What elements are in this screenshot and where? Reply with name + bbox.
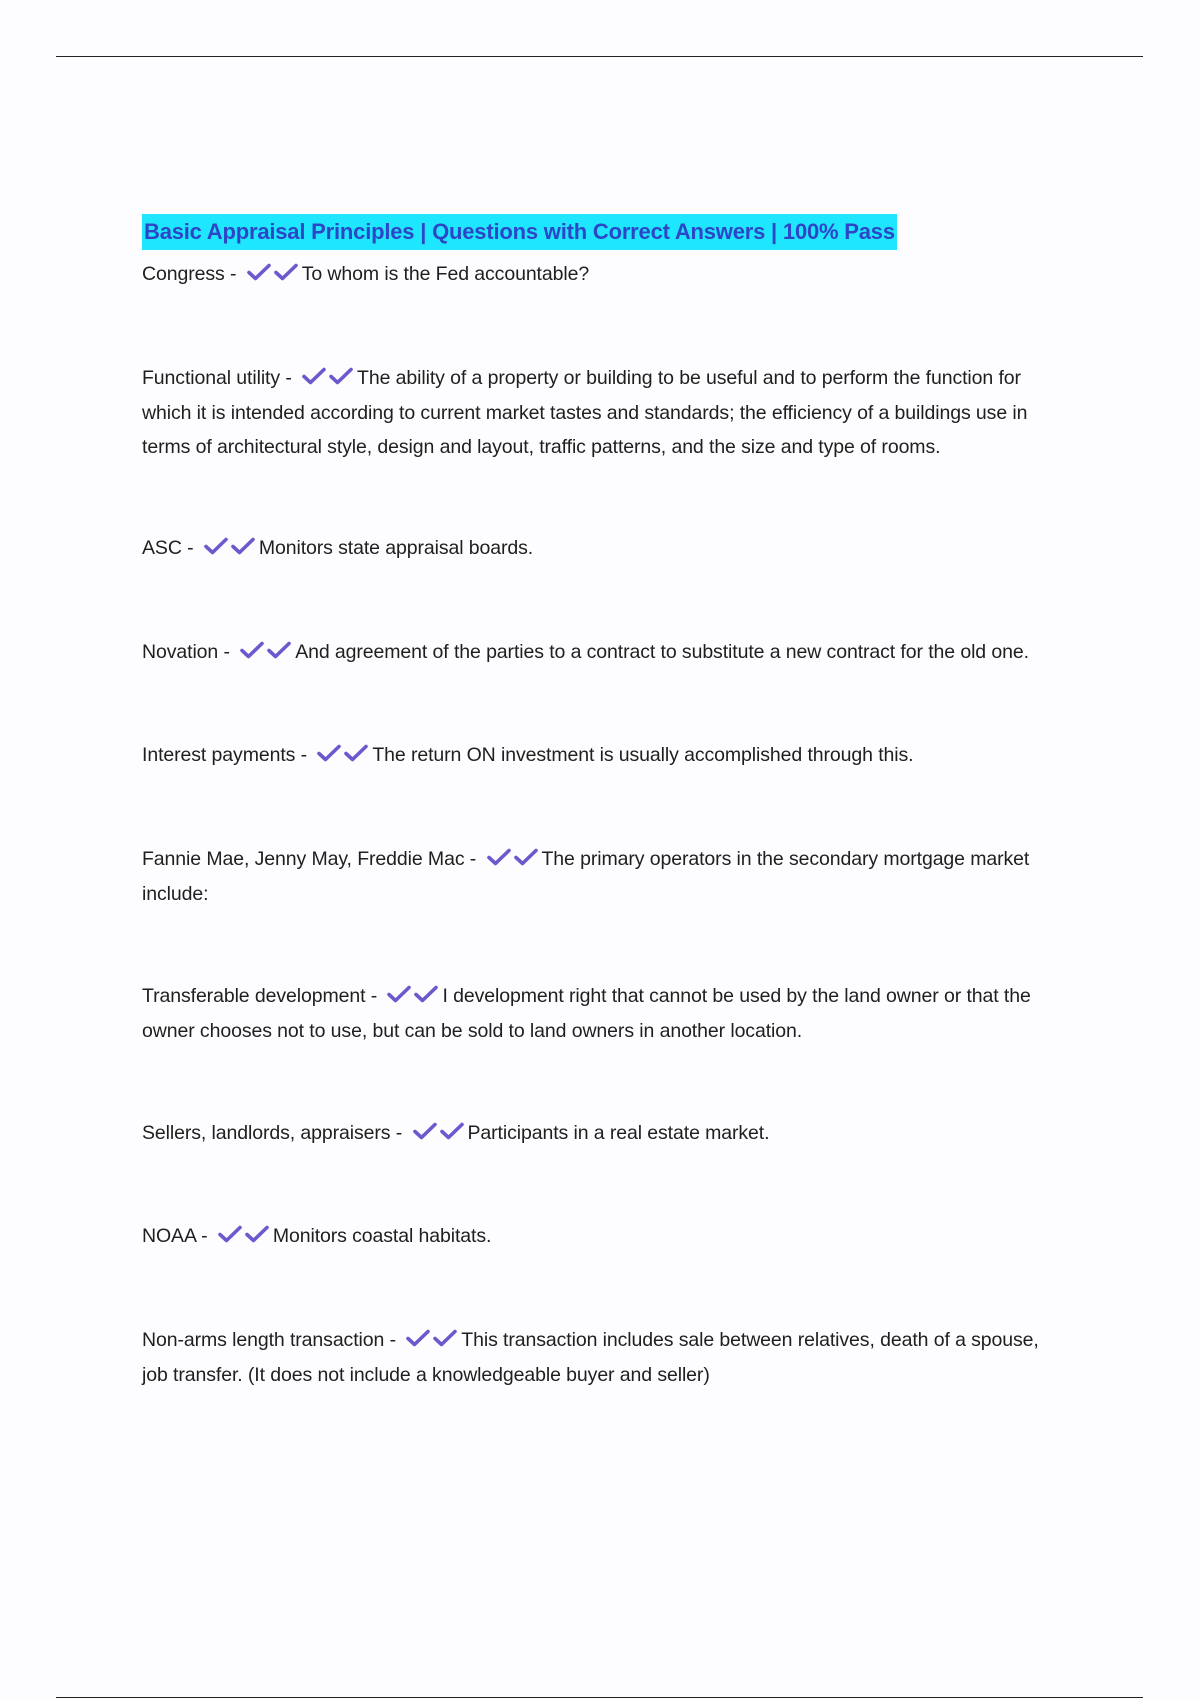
entry-definition: Monitors state appraisal boards. (258, 537, 534, 559)
entry-term: NOAA (142, 1225, 196, 1247)
double-check-icons (405, 1326, 459, 1360)
double-check-icons (486, 845, 540, 879)
double-check-icons (316, 741, 370, 775)
qa-entry (142, 739, 1062, 775)
entry-definition: I development right that cannot be used by the land owner or that the owner chooses not to use, but can be sold to land owners in another location. (142, 984, 1031, 1042)
entry-separator: - (224, 263, 242, 285)
double-check-icons (412, 1119, 466, 1153)
checkmark-icon (203, 536, 230, 556)
entry-separator: - (195, 1225, 213, 1247)
qa-entry (142, 532, 1062, 568)
entry-separator: - (218, 640, 236, 663)
entry-term: Transferable development (142, 984, 366, 1007)
checkmark-icon (246, 262, 273, 282)
qa-list (142, 258, 1062, 1393)
entry-separator: - (365, 984, 383, 1007)
entry-term: Novation (142, 640, 219, 663)
checkmark-icon (432, 1328, 459, 1348)
entry-definition: The primary operators in the secondary mortgage market include: (142, 847, 1030, 905)
entry-term: Fannie Mae, Jenny May, Freddie Mac (142, 847, 465, 870)
checkmark-icon (217, 1224, 244, 1244)
double-check-icons (203, 534, 257, 568)
qa-entry (142, 1220, 1062, 1256)
qa-entry (142, 980, 1062, 1049)
entry-definition: To whom is the Fed accountable? (301, 263, 590, 285)
entry-separator: - (464, 847, 482, 870)
double-check-icons (246, 260, 300, 294)
entry-separator: - (295, 744, 313, 766)
top-rule (56, 56, 1143, 57)
checkmark-icon (486, 847, 513, 867)
entry-definition: The ability of a property or building to be useful and to perform the function for which it is intended according to current market tastes and standards; the efficiency of a buildings use in terms of architectural style, design and layout, traffic patterns, and the size and type of rooms. (142, 366, 1028, 458)
entry-definition: The return ON investment is usually accomplished through this. (372, 744, 914, 766)
checkmark-icon (230, 536, 257, 556)
checkmark-icon (328, 366, 355, 386)
qa-entry (142, 258, 1062, 294)
qa-entry (142, 1117, 1062, 1153)
checkmark-icon (266, 640, 293, 660)
qa-entry (142, 1324, 1062, 1393)
double-check-icons (301, 364, 355, 398)
entry-separator: - (181, 537, 199, 559)
entry-term: Sellers, landlords, appraisers (142, 1121, 391, 1144)
checkmark-icon (244, 1224, 271, 1244)
entry-term: Non-arms length transaction (142, 1328, 385, 1351)
checkmark-icon (413, 984, 440, 1004)
entry-definition: This transaction includes sale between relatives, death of a spouse, job transfer. (It does not include a knowledgeable buyer and seller) (142, 1328, 1039, 1386)
entry-separator: - (280, 366, 298, 389)
checkmark-icon (239, 640, 266, 660)
entry-definition: Participants in a real estate market. (467, 1121, 770, 1144)
checkmark-icon (273, 262, 300, 282)
entry-separator: - (390, 1121, 408, 1144)
checkmark-icon (405, 1328, 432, 1348)
double-check-icons (217, 1222, 271, 1256)
entry-term: ASC (142, 537, 182, 559)
qa-entry (142, 362, 1062, 465)
bottom-rule (56, 1697, 1143, 1698)
document-body (142, 214, 1062, 1393)
checkmark-icon (316, 743, 343, 763)
qa-entry (142, 843, 1062, 912)
entry-definition: Monitors coastal habitats. (272, 1225, 492, 1247)
checkmark-icon (439, 1121, 466, 1141)
checkmark-icon (301, 366, 328, 386)
qa-entry (142, 636, 1062, 672)
checkmark-icon (386, 984, 413, 1004)
entry-term: Interest payments (142, 744, 296, 766)
double-check-icons (386, 982, 440, 1016)
double-check-icons (239, 638, 293, 672)
checkmark-icon (513, 847, 540, 867)
entry-definition: And agreement of the parties to a contract to substitute a new contract for the old one. (295, 640, 1029, 663)
checkmark-icon (343, 743, 370, 763)
entry-term: Congress (142, 263, 225, 285)
checkmark-icon (412, 1121, 439, 1141)
document-title: Basic Appraisal Principles | Questions with Correct Answers | 100% Pass (142, 214, 897, 250)
entry-separator: - (384, 1328, 402, 1351)
entry-term: Functional utility (142, 366, 281, 389)
